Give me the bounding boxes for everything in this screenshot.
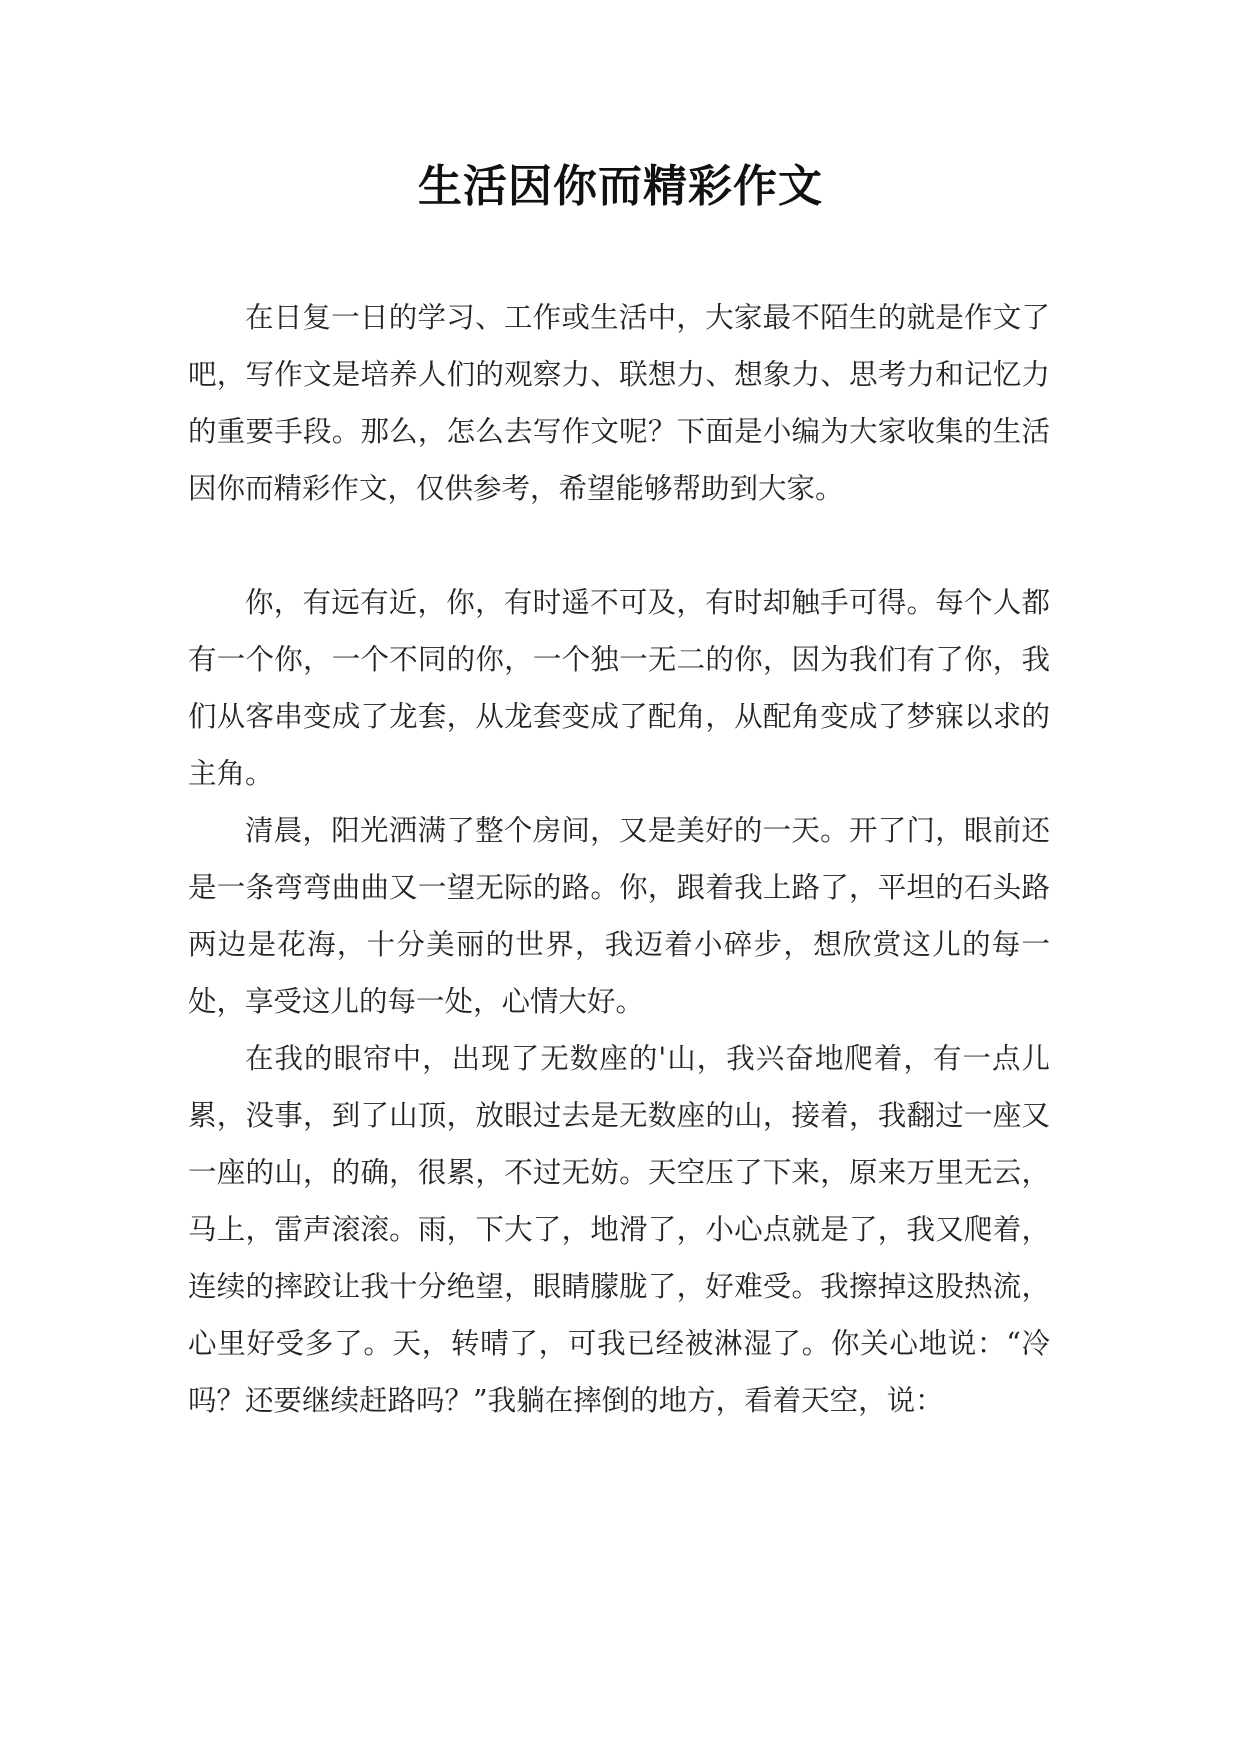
- paragraph: 你，有远有近，你，有时遥不可及，有时却触手可得。每个人都有一个你，一个不同的你，一个独一无二的你，因为我们有了你，我们从客串变成了龙套，从龙套变成了配角，从配角变成了梦寐以求的主角。: [188, 586, 1050, 790]
- paragraph: 清晨，阳光洒满了整个房间，又是美好的一天。开了门，眼前还是一条弯弯曲曲又一望无际的路。你，跟着我上路了，平坦的石头路两边是花海，十分美丽的世界，我迈着小碎步，想欣赏这儿的每一处，享受这儿的每一处，心情大好。: [188, 814, 1050, 1018]
- paragraph: 在我的眼帘中，出现了无数座的'山，我兴奋地爬着，有一点儿累，没事，到了山顶，放眼过去是无数座的山，接着，我翻过一座又一座的山，的确，很累，不过无妨。天空压了下来，原来万里无云，马上，雷声滚滚。雨，下大了，地滑了，小心点就是了，我又爬着，连续的摔跤让我十分绝望，眼睛朦胧了，好难受。我擦掉这股热流，心里好受多了。天，转晴了，可我已经被淋湿了。你关心地说：“冷吗？还要继续赶路吗？”我躺在摔倒的地方，看着天空，说：: [188, 1042, 1050, 1417]
- page-title: 生活因你而精彩作文: [418, 161, 823, 212]
- paragraph-intro: 在日复一日的学习、工作或生活中，大家最不陌生的就是作文了吧，写作文是培养人们的观察力、联想力、想象力、思考力和记忆力的重要手段。那么，怎么去写作文呢？下面是小编为大家收集的生活因你而精彩作文，仅供参考，希望能够帮助到大家。: [188, 301, 1050, 505]
- document-body: [188, 289, 1050, 1429]
